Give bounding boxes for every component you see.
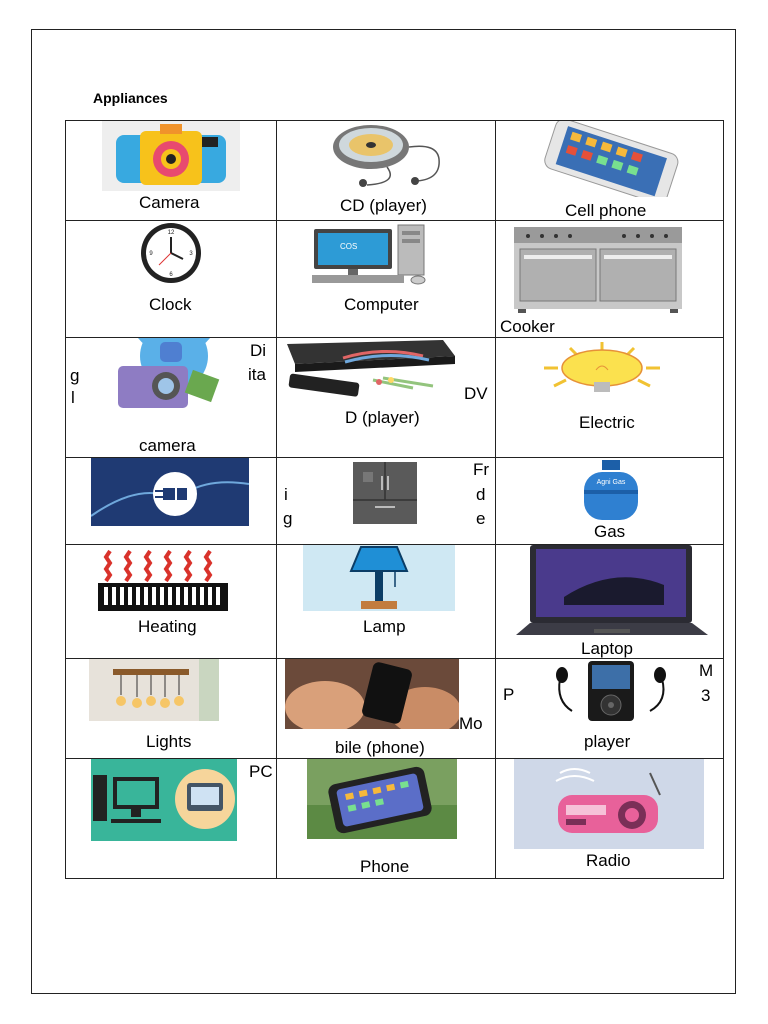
svg-text:COS: COS: [340, 242, 358, 251]
fridge-label-part: Fr: [473, 460, 490, 479]
cell-cd-player: [277, 121, 495, 220]
digital-camera-label-part: camera: [139, 436, 196, 455]
mobile-phone-icon: [285, 659, 459, 729]
clock-label: Clock: [149, 295, 192, 314]
page-title: Appliances: [93, 90, 168, 106]
cell-phone: [277, 759, 495, 879]
cell-fridge: [277, 458, 495, 544]
fridge-label-part: i: [284, 485, 288, 504]
fridge-label-part: e: [476, 509, 486, 528]
fridge-icon: [351, 462, 419, 524]
cell-cell-phone: [496, 121, 724, 220]
laptop-label: Laptop: [581, 639, 633, 658]
cell-gas: [496, 458, 724, 544]
cooker-icon: [512, 227, 684, 313]
computer-label: Computer: [344, 295, 419, 314]
lamp-icon: [303, 545, 455, 611]
pendant-lights-icon: [89, 659, 219, 721]
dvd-player-label-part: D (player): [345, 408, 420, 427]
phone-label: Phone: [360, 857, 410, 876]
svg-text:6: 6: [169, 272, 173, 278]
cell-phone-icon: [536, 121, 686, 197]
heater-icon: [96, 545, 230, 613]
cell-clock: [66, 221, 276, 337]
gas-cylinder-text: Agni Gas: [596, 479, 626, 486]
heating-label: Heating: [138, 617, 197, 636]
digital-camera-label-part: l: [71, 388, 75, 407]
cell-computer: [277, 221, 495, 337]
fridge-label-part: d: [476, 485, 486, 504]
cell-phone-label: Cell phone: [565, 201, 647, 220]
smartphone-icon: [307, 759, 457, 839]
mp3-player-icon: [546, 661, 676, 723]
cell-mobile-phone: [277, 659, 495, 758]
cell-mp3-player: [496, 659, 724, 758]
cell-radio: [496, 759, 724, 879]
cell-plug: [66, 458, 276, 544]
cell-cooker: [496, 221, 724, 337]
cell-digital-camera: [66, 338, 276, 457]
mobile-phone-label-part: Mo: [459, 714, 483, 733]
digital-camera-icon: [110, 338, 230, 414]
cell-laptop: [496, 545, 724, 658]
plug-icon: [91, 458, 249, 526]
lightbulb-icon: [540, 342, 664, 398]
mobile-phone-label-part: bile (phone): [335, 738, 425, 757]
cell-camera: [66, 121, 276, 220]
appliance-grid: [65, 120, 724, 879]
mp3-player-label-part: player: [584, 732, 631, 751]
digital-camera-label-part: g: [70, 366, 80, 385]
laptop-icon: [514, 545, 710, 637]
computer-icon: [310, 223, 434, 285]
cell-lights: [66, 659, 276, 758]
cell-heating: [66, 545, 276, 658]
camera-icon: [102, 121, 240, 191]
gas-cylinder-icon: [576, 460, 646, 524]
mp3-player-label-part: 3: [701, 686, 711, 705]
svg-text:12: 12: [167, 230, 175, 236]
clock-icon: [129, 221, 213, 285]
dvd-player-icon: [283, 338, 461, 404]
radio-icon: [514, 759, 704, 849]
mp3-player-label-part: M: [699, 661, 714, 680]
digital-camera-label-part: ita: [248, 365, 266, 384]
dvd-player-label-part: DV: [464, 384, 488, 403]
camera-label: Camera: [139, 193, 200, 212]
svg-text:9: 9: [149, 251, 153, 257]
digital-camera-label-part: Di: [250, 341, 267, 360]
svg-text:3: 3: [189, 251, 193, 257]
fridge-label-part: g: [283, 509, 293, 528]
cd-player-icon: [327, 123, 447, 189]
cell-lamp: [277, 545, 495, 658]
cell-pc: [66, 759, 276, 879]
gas-label: Gas: [594, 522, 626, 541]
cell-dvd-player: [277, 338, 495, 457]
cd-player-label: CD (player): [340, 196, 427, 215]
lights-label: Lights: [146, 732, 192, 751]
cooker-label: Cooker: [500, 317, 555, 336]
pc-icon: [91, 759, 237, 841]
cell-electric: [496, 338, 724, 457]
radio-label: Radio: [586, 851, 631, 870]
pc-label: PC: [249, 762, 273, 781]
lamp-label: Lamp: [363, 617, 406, 636]
mp3-player-label-part: P: [503, 685, 515, 704]
electric-label: Electric: [579, 413, 635, 432]
